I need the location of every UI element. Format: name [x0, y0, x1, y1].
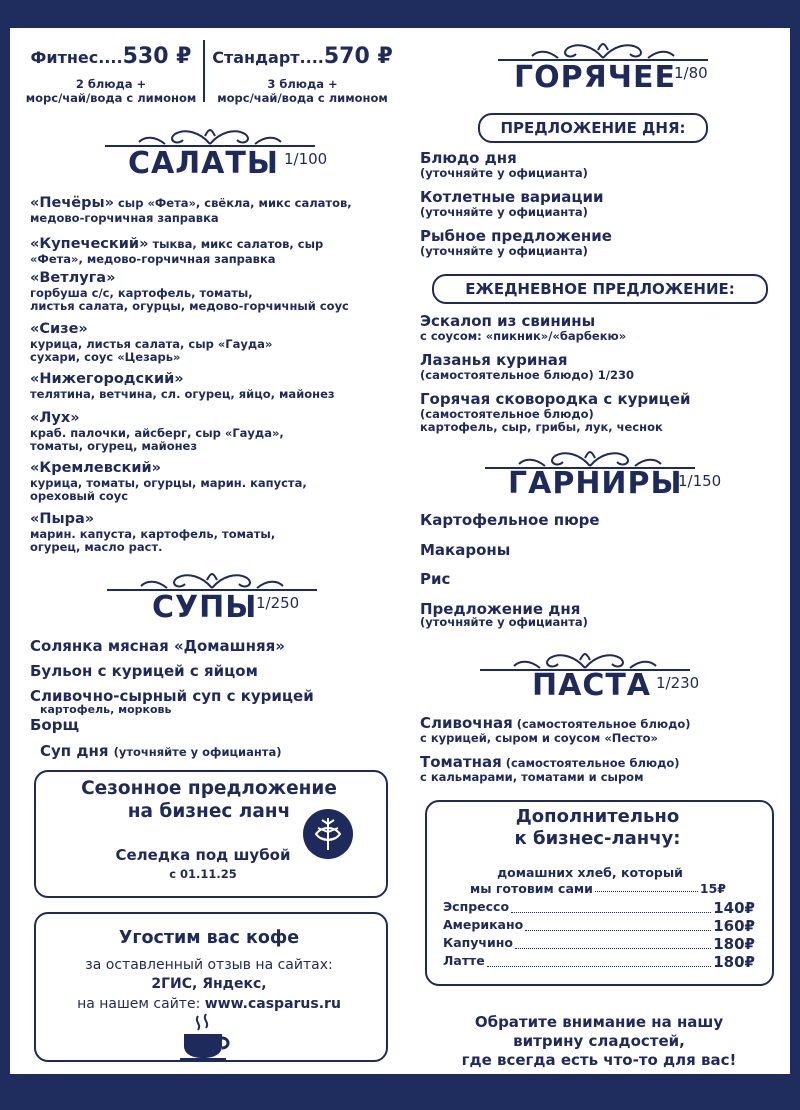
salad-item — [30, 192, 352, 225]
hot-item-note: (самостоятельное блюдо) 1/230 — [420, 368, 634, 382]
hot-item-name: Лазанья куриная — [420, 351, 568, 369]
coffee-title: Угостим вас кофе — [118, 928, 300, 948]
salad-item — [30, 270, 349, 313]
drink-row — [443, 953, 755, 971]
extra-title — [435, 806, 760, 850]
soup-item: Бульон с курицей с яйцом — [30, 662, 258, 680]
hot-portion: 1/80 — [674, 64, 708, 82]
pasta-name: Томатная — [420, 753, 502, 771]
soups-portion: 1/250 — [256, 594, 300, 612]
garnish-item: Рис — [420, 570, 451, 588]
garnish-item: Предложение дня — [420, 600, 581, 618]
hot-item-note: (самостоятельное блюдо) — [420, 407, 594, 421]
pasta-item — [420, 752, 680, 784]
seasonal-dish: Селедка под шубой — [115, 846, 291, 864]
salad-desc: горбуша с/с, картофель, томаты, — [30, 286, 253, 300]
drink-price: 180₽ — [713, 953, 755, 971]
combo-fitness-desc2: морс/чай/вода с лимоном — [25, 91, 197, 105]
extra-bread-line2: мы готовим сами — [470, 881, 593, 896]
salad-desc: медово-горчичная заправка — [30, 211, 219, 225]
hot-item-note: (уточняйте у официанта) — [420, 205, 588, 219]
hot-daily-item — [420, 150, 588, 180]
hot-everyday-item — [420, 391, 690, 434]
drink-price: 180₽ — [713, 935, 755, 953]
drink-name: Эспрессо — [443, 899, 510, 914]
hot-title: ГОРЯЧЕЕ — [514, 60, 676, 95]
garnish-title: ГАРНИРЫ — [508, 466, 683, 501]
leaf-icon — [302, 808, 354, 864]
coffee-line3-text: на нашем сайте: — [77, 996, 201, 1012]
extra-title1: Дополнительно — [515, 806, 680, 827]
salad-item — [30, 371, 335, 401]
drink-row — [443, 917, 755, 935]
hot-item-name: Рыбное предложение — [420, 227, 612, 245]
drink-price: 140₽ — [713, 899, 755, 917]
pasta-desc: с курицей, сыром и соусом «Песто» — [420, 731, 658, 745]
coffee-line1: за оставленный отзыв на сайтах: — [85, 957, 333, 973]
combo-fitness — [22, 44, 200, 105]
pasta-tag: (самостоятельное блюдо) — [512, 717, 691, 731]
combo-standard-desc1: 3 блюда + — [267, 77, 338, 91]
combo-standard-desc2: морс/чай/вода с лимоном — [217, 91, 388, 105]
salad-name: «Кремлевский» — [30, 460, 162, 476]
salad-desc: «Фета», медово-горчичная заправка — [30, 252, 276, 266]
salad-item — [30, 233, 323, 266]
pasta-item — [420, 713, 691, 745]
salad-desc: курица, томаты, огурцы, марин. капуста, — [30, 476, 307, 490]
footer-line3: где всегда есть что-то для вас! — [461, 1051, 737, 1069]
hot-item-name: Котлетные вариации — [420, 188, 604, 206]
soups-title: СУПЫ — [152, 590, 258, 625]
salad-item — [30, 460, 307, 503]
drink-row — [443, 899, 755, 917]
salads-portion: 1/100 — [284, 150, 328, 168]
salad-name: «Купеческий» — [30, 236, 149, 252]
soup-item: Солянка мясная «Домашняя» — [30, 637, 285, 655]
salad-name: «Лух» — [30, 410, 80, 426]
salad-desc: сухари, соус «Цезарь» — [30, 350, 181, 364]
hot-daily-label: ПРЕДЛОЖЕНИЕ ДНЯ: — [478, 113, 708, 143]
salad-name: «Печёры» — [30, 195, 114, 211]
pasta-tag: (самостоятельное блюдо) — [501, 756, 680, 770]
extra-bread-line1: домашних хлеб, который — [497, 865, 683, 880]
combo-fitness-price: 530 ₽ — [122, 44, 192, 69]
salad-desc: марин. капуста, картофель, томаты, — [30, 527, 276, 541]
coffee-line2: 2ГИС, Яндекс, — [151, 976, 267, 992]
pasta-name: Сливочная — [420, 714, 513, 732]
combo-divider — [203, 40, 205, 102]
salad-desc: сыр «Фета», свёкла, микс салатов, — [113, 196, 352, 210]
hot-item-note: (уточняйте у официанта) — [420, 166, 588, 180]
drink-price: 160₽ — [713, 917, 755, 935]
hot-item-name: Горячая сковородка с курицей — [420, 390, 691, 408]
extra-title2: к бизнес-ланчу: — [514, 828, 681, 849]
salad-desc: листья салата, огурцы, медово-горчичный соус — [30, 299, 349, 313]
garnish-item: Макароны — [420, 541, 511, 559]
hot-everyday-label: ЕЖЕДНЕВНОЕ ПРЕДЛОЖЕНИЕ: — [432, 274, 768, 304]
hot-item-name: Эскалоп из свинины — [420, 312, 596, 330]
combo-standard — [210, 44, 395, 105]
coffee-line3 — [44, 996, 374, 1012]
salad-item — [30, 410, 284, 453]
seasonal-line1: Сезонное предложение — [81, 778, 337, 799]
soup-day-note: (уточняйте у официанта) — [113, 745, 282, 759]
salad-desc: ореховый соус — [30, 489, 129, 503]
hot-daily-item — [420, 228, 612, 258]
salad-name: «Ветлуга» — [30, 270, 116, 286]
hot-item-name: Блюдо дня — [420, 149, 517, 167]
footer-note — [420, 1013, 778, 1070]
pasta-portion: 1/230 — [656, 674, 700, 692]
salad-desc: огурец, масло раст. — [30, 540, 163, 554]
extra-bread-row — [470, 881, 726, 896]
hot-item-note: картофель, сыр, грибы, лук, чеснок — [420, 420, 663, 434]
salad-desc: тыква, микс салатов, сыр — [148, 237, 324, 251]
coffee-cup-icon — [176, 1012, 236, 1066]
garnish-item: Картофельное пюре — [420, 511, 600, 529]
salad-desc: краб. палочки, айсберг, сыр «Гауда», — [30, 426, 284, 440]
combo-fitness-desc1: 2 блюда + — [75, 77, 147, 91]
footer-line1: Обратите внимание на нашу — [474, 1013, 724, 1031]
combo-fitness-name: Фитнес.... — [30, 48, 123, 67]
drink-row — [443, 935, 755, 953]
hot-item-note: с соусом: «пикник»/«барбекю» — [420, 329, 627, 343]
garnish-portion: 1/150 — [678, 472, 722, 490]
soup-item: Сливочно-сырный суп с курицей — [30, 687, 314, 705]
soup-day-name: Суп дня — [40, 742, 109, 760]
extra-bread-price: 15₽ — [699, 881, 726, 896]
combo-standard-price: 570 ₽ — [323, 44, 393, 69]
drink-name: Латте — [443, 953, 485, 968]
garnish-day-note: (уточняйте у официанта) — [420, 615, 588, 629]
hot-item-note: (уточняйте у официанта) — [420, 244, 588, 258]
soup-creamy-desc: картофель, морковь — [40, 703, 172, 716]
drink-name: Американо — [443, 917, 524, 932]
seasonal-line2: на бизнес ланч — [127, 801, 291, 822]
salad-item — [30, 511, 275, 554]
hot-everyday-item — [420, 313, 626, 343]
combo-standard-name: Стандарт.... — [212, 48, 324, 67]
salad-item — [30, 321, 272, 364]
hot-everyday-item — [420, 352, 634, 382]
salad-name: «Сизе» — [30, 321, 88, 337]
seasonal-date: с 01.11.25 — [169, 867, 237, 881]
pasta-desc: с кальмарами, томатами и сыром — [420, 770, 644, 784]
salad-desc: курица, листья салата, сыр «Гауда» — [30, 337, 273, 351]
pasta-title: ПАСТА — [532, 668, 652, 703]
salad-desc: томаты, огурец, майонез — [30, 439, 198, 453]
footer-line2: витрину сладостей, — [513, 1032, 685, 1050]
soup-item — [40, 741, 282, 760]
drink-name: Капучино — [443, 935, 514, 950]
salad-name: «Пыра» — [30, 511, 95, 527]
hot-daily-item — [420, 189, 604, 219]
salad-name: «Нижегородский» — [30, 371, 184, 387]
coffee-site-link[interactable]: www.casparus.ru — [204, 996, 341, 1012]
salads-title: САЛАТЫ — [128, 146, 279, 181]
salad-desc: телятина, ветчина, сл. огурец, яйцо, майонез — [30, 387, 335, 401]
soup-item: Борщ — [30, 716, 80, 734]
